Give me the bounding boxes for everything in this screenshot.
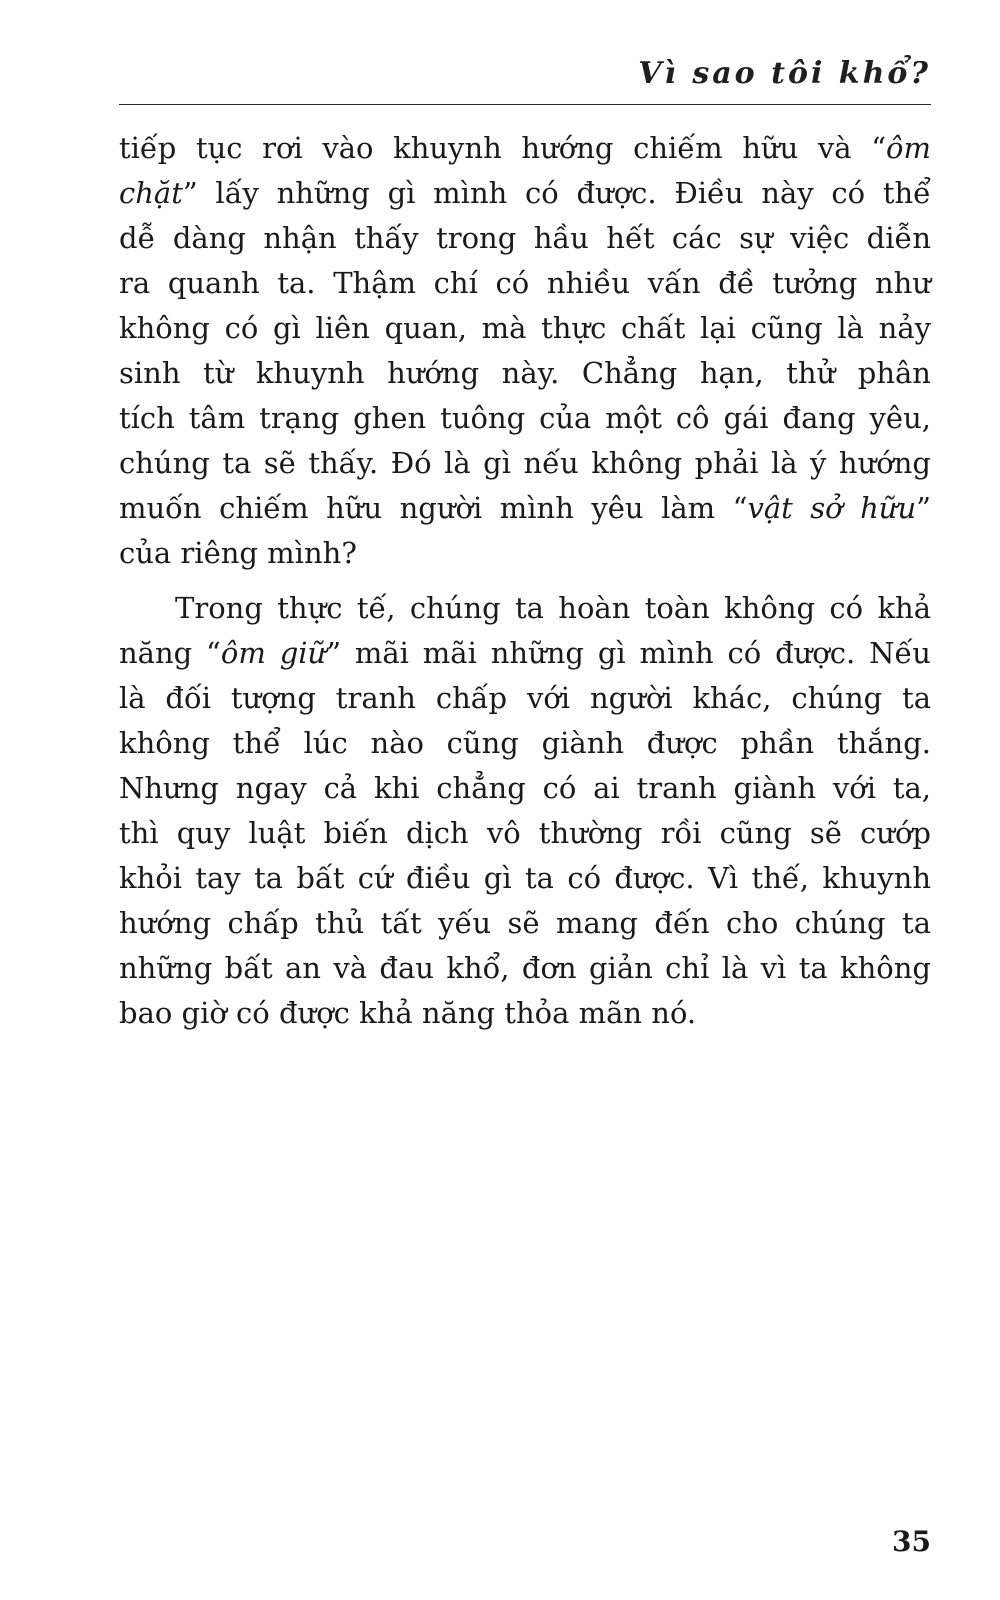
text-line bbox=[119, 901, 931, 946]
text-run: của riêng mình? bbox=[119, 536, 357, 570]
text-run: dễ dàng nhận thấy trong hầu hết các sự việc diễn bbox=[119, 221, 931, 255]
text-line bbox=[119, 811, 931, 856]
text-line bbox=[119, 216, 931, 261]
emphasized-text: ôm giữ bbox=[220, 636, 327, 670]
emphasized-text: chặt bbox=[119, 176, 183, 210]
text-line bbox=[119, 766, 931, 811]
book-title: Vì sao tôi khổ? bbox=[638, 56, 931, 91]
text-line bbox=[119, 991, 931, 1036]
text-line bbox=[119, 306, 931, 351]
text-line bbox=[119, 171, 931, 216]
emphasized-text: vật sở hữu bbox=[747, 491, 917, 525]
text-line bbox=[119, 586, 931, 631]
text-line bbox=[119, 721, 931, 766]
text-line bbox=[119, 486, 931, 531]
text-line bbox=[119, 351, 931, 396]
text-run: là đối tượng tranh chấp với người khác, chúng ta bbox=[119, 681, 931, 715]
text-run: bao giờ có được khả năng thỏa mãn nó. bbox=[119, 996, 697, 1030]
text-line bbox=[119, 531, 931, 576]
text-run: muốn chiếm hữu người mình yêu làm “ bbox=[119, 491, 748, 525]
text-run: tích tâm trạng ghen tuông của một cô gái đang yêu, bbox=[119, 401, 931, 435]
text-run: ” lấy những gì mình có được. Điều này có thể bbox=[182, 176, 931, 210]
text-line bbox=[119, 946, 931, 991]
text-line bbox=[119, 631, 931, 676]
text-line bbox=[119, 441, 931, 486]
text-run: tiếp tục rơi vào khuynh hướng chiếm hữu và “ bbox=[119, 131, 887, 165]
paragraph bbox=[119, 126, 931, 576]
text-run: ra quanh ta. Thậm chí có nhiều vấn đề tưởng như bbox=[119, 266, 931, 300]
text-line bbox=[119, 396, 931, 441]
running-header bbox=[119, 54, 931, 105]
text-run: thì quy luật biến dịch vô thường rồi cũng sẽ cướp bbox=[119, 816, 931, 850]
text-run: ” mãi mãi những gì mình có được. Nếu bbox=[326, 636, 931, 670]
text-line bbox=[119, 856, 931, 901]
body-text bbox=[119, 126, 931, 1036]
text-run: Nhưng ngay cả khi chẳng có ai tranh giành với ta, bbox=[119, 771, 931, 805]
text-line bbox=[119, 261, 931, 306]
text-run: không có gì liên quan, mà thực chất lại cũng là nảy bbox=[119, 311, 931, 345]
text-line bbox=[119, 126, 931, 171]
text-run: hướng chấp thủ tất yếu sẽ mang đến cho chúng ta bbox=[119, 906, 931, 940]
text-run: không thể lúc nào cũng giành được phần thắng. bbox=[119, 726, 931, 760]
text-run: Trong thực tế, chúng ta hoàn toàn không có khả bbox=[175, 591, 931, 625]
text-run: khỏi tay ta bất cứ điều gì ta có được. Vì thế, khuynh bbox=[119, 861, 931, 895]
page-number: 35 bbox=[892, 1525, 931, 1558]
emphasized-text: ôm bbox=[886, 131, 931, 165]
text-run: sinh từ khuynh hướng này. Chẳng hạn, thử phân bbox=[119, 356, 931, 390]
text-line bbox=[119, 676, 931, 721]
text-run: ” bbox=[916, 491, 931, 525]
text-run: năng “ bbox=[119, 636, 221, 670]
paragraph bbox=[119, 586, 931, 1036]
text-run: những bất an và đau khổ, đơn giản chỉ là vì ta không bbox=[119, 951, 931, 985]
text-run: chúng ta sẽ thấy. Đó là gì nếu không phải là ý hướng bbox=[119, 446, 931, 480]
